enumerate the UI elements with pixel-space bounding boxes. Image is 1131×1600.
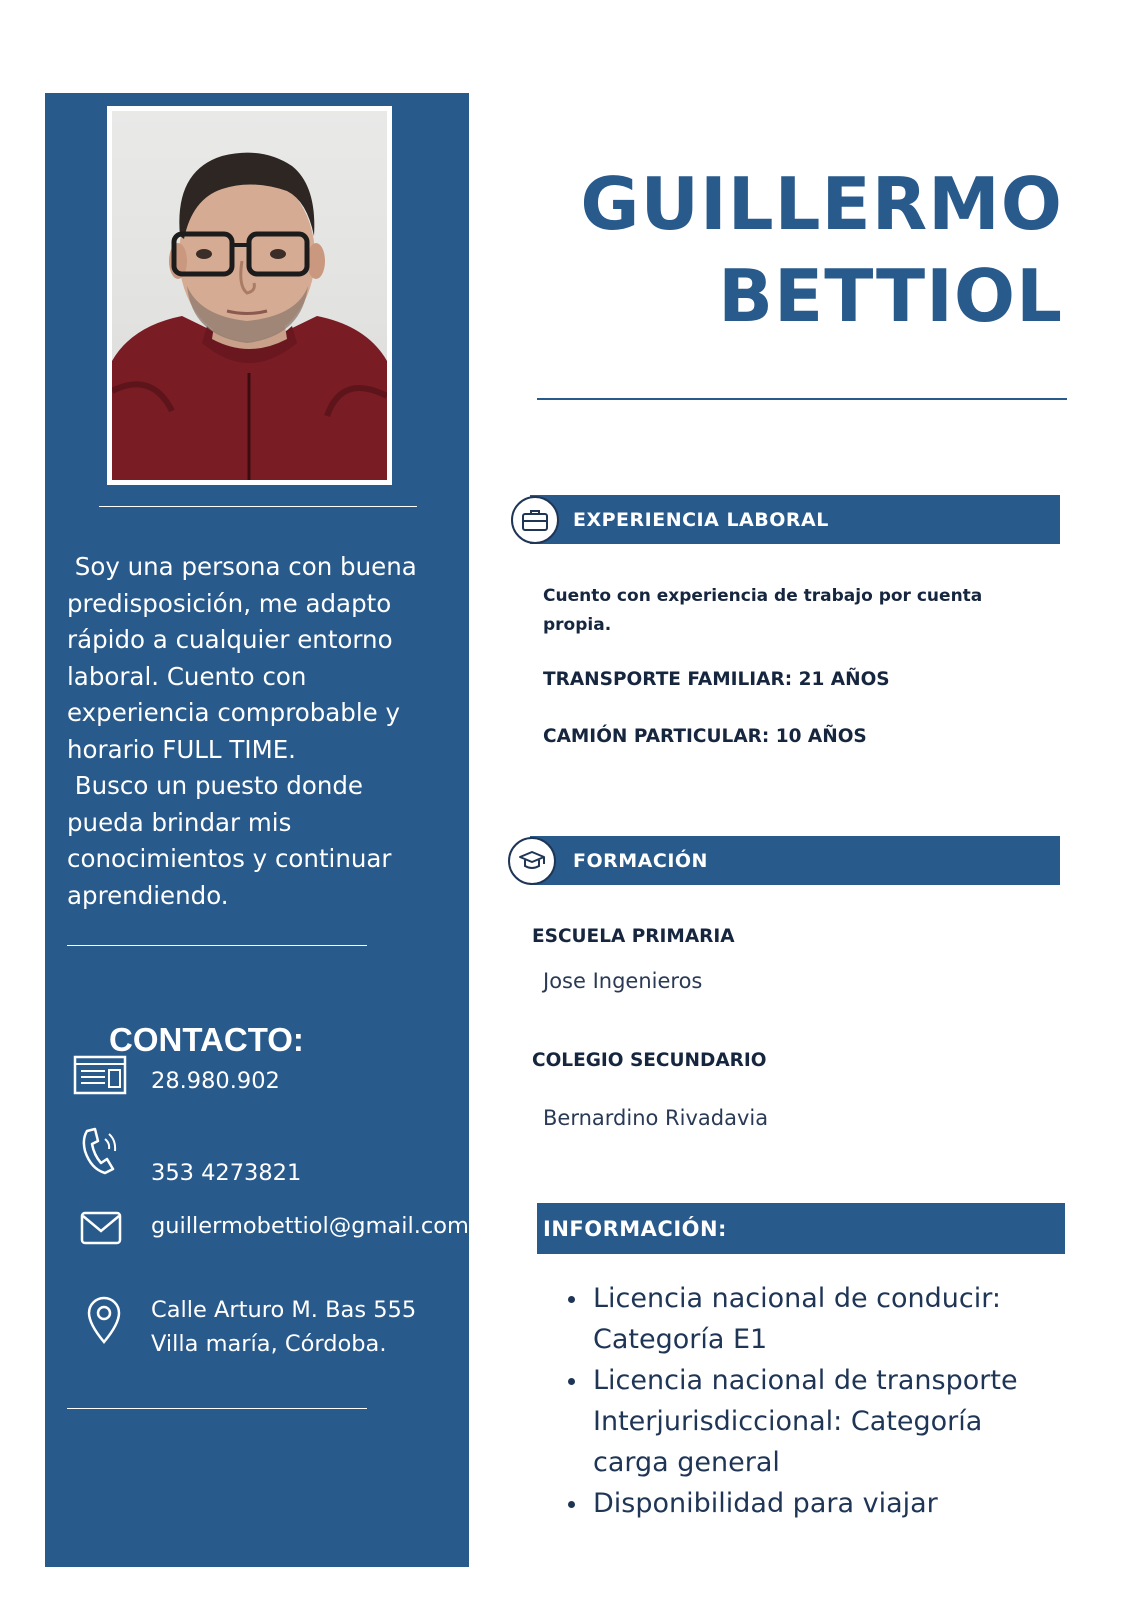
email-link[interactable]: guillermobettiol@gmail.com <box>151 1213 469 1239</box>
information-title: INFORMACIÓN: <box>543 1216 727 1241</box>
divider <box>67 945 367 946</box>
information-list <box>568 1278 1048 1524</box>
about-text: Soy una persona con buena predisposición, me adapto rápido a cualquier entorno laboral. Cuento con experiencia comprobable y horario FULL TIME. Busco un puesto donde pueda brindar mis conocimientos y continuar aprendiendo. <box>67 552 417 910</box>
phone-icon <box>79 1127 119 1175</box>
profile-photo <box>112 111 387 480</box>
education-icon-badge <box>508 837 556 885</box>
graduation-cap-icon <box>518 850 546 872</box>
education-school: Bernardino Rivadavia <box>543 1106 769 1130</box>
education-title: FORMACIÓN <box>573 849 708 872</box>
information-header <box>537 1203 1065 1254</box>
portrait-illustration <box>112 111 387 480</box>
experience-title: EXPERIENCIA LABORAL <box>573 508 829 531</box>
list-item: Disponibilidad para viajar <box>568 1483 1048 1524</box>
experience-item: CAMIÓN PARTICULAR: 10 AÑOS <box>543 726 867 747</box>
sidebar <box>45 93 469 1567</box>
id-card-icon <box>73 1055 127 1095</box>
education-level: ESCUELA PRIMARIA <box>532 926 735 947</box>
phone-number[interactable]: 353 4273821 <box>151 1160 302 1186</box>
experience-header <box>530 495 1060 544</box>
divider <box>67 1408 367 1409</box>
divider <box>99 506 417 507</box>
envelope-icon <box>80 1211 122 1245</box>
location-pin-icon <box>86 1296 122 1344</box>
header-divider <box>537 398 1067 400</box>
education-header <box>530 836 1060 885</box>
profile-photo-frame <box>107 106 392 485</box>
id-number: 28.980.902 <box>151 1068 280 1094</box>
first-name: GUILLERMO <box>580 162 1063 246</box>
address: Calle Arturo M. Bas 555 Villa maría, Córdoba. <box>151 1297 417 1357</box>
last-name: BETTIOL <box>718 254 1063 338</box>
full-name <box>580 158 1063 342</box>
experience-intro: Cuento con experiencia de trabajo por cuenta propia. <box>543 586 983 635</box>
experience-item: TRANSPORTE FAMILIAR: 21 AÑOS <box>543 669 890 690</box>
list-item: Licencia nacional de conducir: Categoría E1 <box>568 1278 1048 1360</box>
list-item: Licencia nacional de transporte Interjurisdiccional: Categoría carga general <box>568 1360 1048 1483</box>
experience-icon-badge <box>511 496 559 544</box>
education-school: Jose Ingenieros <box>543 969 703 993</box>
contact-title: CONTACTO: <box>109 1021 304 1058</box>
briefcase-icon <box>521 508 549 532</box>
education-level: COLEGIO SECUNDARIO <box>532 1050 767 1071</box>
